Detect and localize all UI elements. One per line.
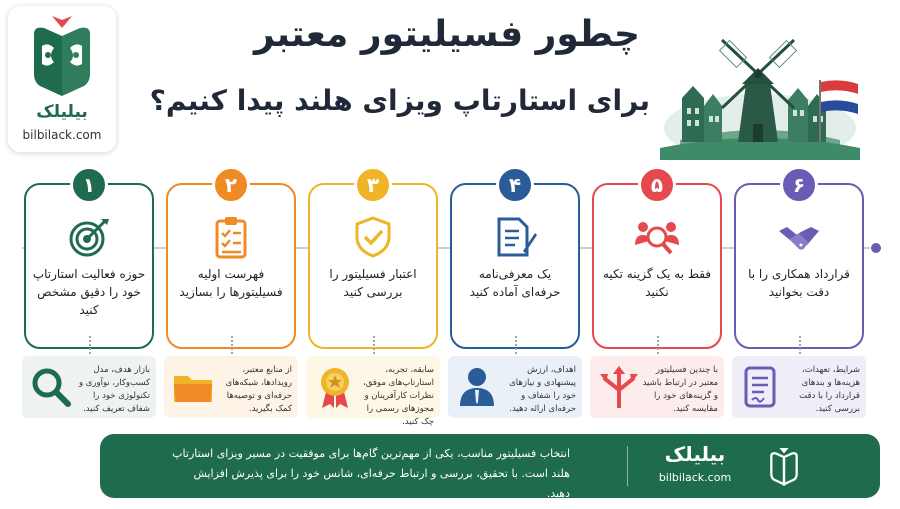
people-search-icon [635, 215, 679, 259]
footer-banner [100, 434, 880, 498]
footer-divider [627, 446, 628, 486]
step-label: یک معرفی‌نامه حرفه‌ای آماده کنید [469, 267, 561, 299]
step-card-4[interactable] [450, 173, 580, 349]
step-2-connector [231, 336, 233, 358]
handshake-icon [777, 215, 821, 259]
page-title: چطور فسیلیتور معتبر [253, 14, 640, 55]
step-label: حوزه فعالیت استارتاپ خود را دقیق مشخص کنید [32, 267, 146, 317]
step-card-2[interactable] [166, 173, 296, 349]
detail-text: اهداف، ارزش پیشنهادی و نیازهای خود را شفاف و حرفه‌ای ارائه دهید. [509, 365, 576, 414]
contract-icon [738, 364, 784, 410]
step-number: ۴ [496, 166, 534, 204]
footer-text: انتخاب فسیلیتور مناسب، یکی از مهم‌ترین گام‌ها برای موفقیت در مسیر ویزای استارتاپ هلند است. با تحقیق، بررسی و ارتباط حرفه‌ای، شانس خود را برای پذیرش افزایش دهید. [172, 447, 570, 500]
detail-card-2 [164, 356, 298, 418]
detail-card-4 [448, 356, 582, 418]
detail-text: شرایط، تعهدات، هزینه‌ها و بندهای قرارداد را با دقت بررسی کنید. [799, 365, 860, 414]
footer-brand-name: بیلیلک [664, 442, 726, 466]
step-6-connector [799, 336, 801, 358]
search-icon [28, 364, 74, 410]
step-card-5[interactable] [592, 173, 722, 349]
folder-icon [170, 364, 216, 410]
detail-card-3 [306, 356, 440, 427]
document-pen-icon [493, 215, 537, 259]
step-1-connector [89, 336, 91, 358]
step-card-3[interactable] [308, 173, 438, 349]
checklist-icon [209, 215, 253, 259]
detail-text: سابقه، تجربه، استارتاپ‌های موفق، نظرات کارآفرینان و مجوزهای رسمی را چک کنید. [363, 365, 434, 427]
brand-name: بیلیلک [36, 102, 88, 122]
step-4-connector [515, 336, 517, 358]
brand-logo-icon [30, 16, 94, 100]
step-label: فقط به یک گزینه تکیه نکنید [602, 267, 712, 299]
arrows-split-icon [596, 364, 642, 410]
detail-card-6 [732, 356, 866, 418]
step-number: ۶ [780, 166, 818, 204]
windmill-illustration [660, 28, 880, 160]
detail-text: از منابع معتبر، رویدادها، شبکه‌های حرفه‌ای و توصیه‌ها کمک بگیرید. [225, 365, 292, 414]
step-5-connector [657, 336, 659, 358]
user-icon [454, 364, 500, 410]
step-label: اعتبار فسیلیتور را بررسی کنید [329, 267, 417, 299]
page-subtitle: برای استارتاپ ویزای هلند پیدا کنیم؟ [149, 84, 650, 117]
detail-card-5 [590, 356, 724, 418]
brand-logo-card[interactable] [8, 6, 116, 152]
step-number: ۵ [638, 166, 676, 204]
step-card-6[interactable] [734, 173, 864, 349]
footer-logo-icon [768, 448, 800, 486]
shield-check-icon [351, 215, 395, 259]
step-number: ۱ [70, 166, 108, 204]
target-icon [67, 215, 111, 259]
footer-brand-url[interactable]: bilbilack.com [658, 471, 732, 484]
brand-url: bilbilack.com [22, 128, 102, 142]
step-3-connector [373, 336, 375, 358]
detail-text: با چندین فسیلیتور معتبر در ارتباط باشید و گزینه‌های خود را مقایسه کنید. [642, 365, 718, 414]
step-label: فهرست اولیه فسیلیتورها را بسازید [179, 267, 283, 299]
detail-text: بازار هدف، مدل کسب‌وکار، نوآوری و تکنولوژی خود را شفاف تعریف کنید. [78, 365, 150, 414]
detail-card-1 [22, 356, 156, 418]
award-icon [312, 364, 358, 410]
step-label: قرارداد همکاری را با دقت بخوانید [748, 267, 850, 299]
step-number: ۳ [354, 166, 392, 204]
step-card-1[interactable] [24, 173, 154, 349]
step-number: ۲ [212, 166, 250, 204]
